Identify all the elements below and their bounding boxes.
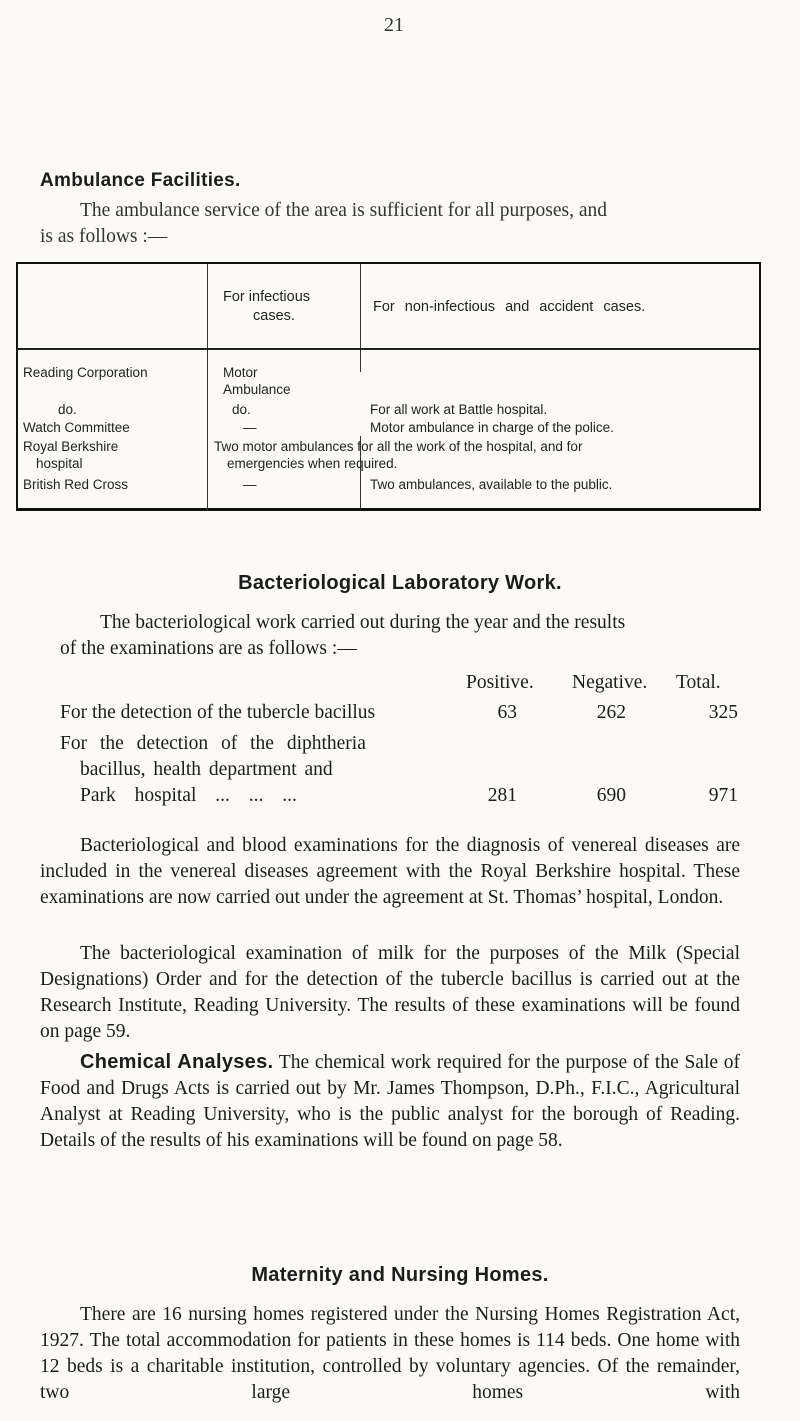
paragraph-milk: The bacteriological examination of milk for the purposes of the Milk (Special Designations) Order and for the detection of the tubercle bacillus is carried out at the Research Institute, Reading University. The results of these examinations will be found on page 59.: [40, 943, 740, 1042]
bacteriological-intro: [60, 610, 740, 662]
row-diphtheria-label-2: bacillus, health department and: [80, 759, 333, 780]
row-tubercle-negative: 262: [596, 702, 626, 723]
row-diphtheria-total: 971: [708, 785, 738, 806]
maternity-heading: Maternity and Nursing Homes.: [251, 1264, 549, 1286]
col-total: Total.: [676, 672, 721, 693]
row-non-infectious-police: Motor ambulance in charge of the police.: [370, 420, 614, 435]
ambulance-intro-line1: The ambulance service of the area is sufficient for all purposes, and: [80, 200, 608, 221]
row-diphtheria-negative: 690: [596, 785, 626, 806]
col-positive: Positive.: [466, 672, 534, 693]
spanning-line1: Two motor ambulances for all the work of the hospital, and for: [214, 439, 583, 454]
bacteriological-heading: Bacteriological Laboratory Work.: [238, 572, 562, 594]
row-tubercle-label: For the detection of the tubercle bacillus: [60, 702, 376, 723]
paragraph-venereal: Bacteriological and blood examinations for the diagnosis of venereal diseases are included in the venereal diseases agreement with the Royal Berkshire hospital. These examinations are now carried out under the agreement at St. Thomas’ hospital, London.: [40, 835, 740, 908]
row-org-reading-corporation: Reading Corporation: [23, 365, 148, 380]
row-diphtheria-positive: 281: [487, 785, 517, 806]
ambulance-table: [16, 262, 761, 511]
row-tubercle-total: 325: [708, 702, 738, 723]
row-tubercle-positive: 63: [497, 702, 517, 723]
ambulance-line: Ambulance: [223, 382, 291, 397]
row-infectious-motor-ambulance: [223, 364, 291, 398]
row-org-do: do.: [58, 402, 77, 417]
table-header-rule: [18, 348, 759, 350]
table-col-divider-2a: [360, 264, 361, 372]
row-infectious-dash-1: —: [243, 420, 257, 435]
row-infectious-dash-2: —: [243, 477, 257, 492]
bacteriological-intro-line1: The bacteriological work carried out during the year and the results: [100, 612, 626, 633]
spanning-line2: emergencies when required.: [227, 456, 398, 471]
paragraph-chemical: [40, 1049, 740, 1154]
ambulance-intro-line2: is as follows :—: [40, 226, 168, 247]
row-non-infectious-battle: For all work at Battle hospital.: [370, 402, 548, 417]
motor-line: Motor: [223, 365, 258, 380]
row-org-watch-committee: Watch Committee: [23, 420, 130, 435]
chemical-text: The chemical work required for the purpose of the Sale of Food and Drugs Acts is carried out by Mr. James Thompson, D.Ph., F.I.C., Agricultural Analyst at Reading University, who is the public analyst for the borough of Reading. Details of the results of his examinations will be found on page 58.: [40, 1052, 740, 1151]
ambulance-heading: Ambulance Facilities.: [40, 170, 241, 191]
header-infectious-line2: cases.: [253, 308, 295, 324]
page-number: 21: [384, 14, 404, 36]
row-org-royal-berkshire: [23, 438, 118, 472]
row-diphtheria-label-1: For the detection of the diphtheria: [60, 733, 366, 754]
paragraph-maternity: There are 16 nursing homes registered under the Nursing Homes Registration Act, 1927. The total accommodation for patients in these homes is 114 beds. One home with 12 beds is a charitable institution, controlled by voluntary agencies. Of the remainder, two large homes with: [40, 1304, 740, 1403]
col-negative: Negative.: [572, 672, 648, 693]
row-diphtheria-label-3: Park hospital ... ... ...: [80, 785, 297, 806]
row-org-british-red-cross: British Red Cross: [23, 477, 129, 492]
royal-berkshire-line1: Royal Berkshire: [23, 439, 119, 454]
table-col-divider-1: [207, 264, 208, 511]
row-non-infectious-public: Two ambulances, available to the public.: [370, 477, 613, 492]
header-infectious: [223, 288, 310, 326]
row-spanning-two-motor: [214, 438, 582, 472]
header-non-infectious: For non-infectious and accident cases.: [373, 299, 646, 315]
ambulance-intro: [40, 198, 760, 250]
chemical-heading: Chemical Analyses.: [80, 1051, 274, 1073]
bacteriological-intro-line2: of the examinations are as follows :—: [60, 638, 357, 659]
royal-berkshire-line2: hospital: [36, 456, 83, 471]
header-infectious-line1: For infectious: [223, 289, 311, 305]
row-infectious-do: do.: [232, 402, 251, 417]
